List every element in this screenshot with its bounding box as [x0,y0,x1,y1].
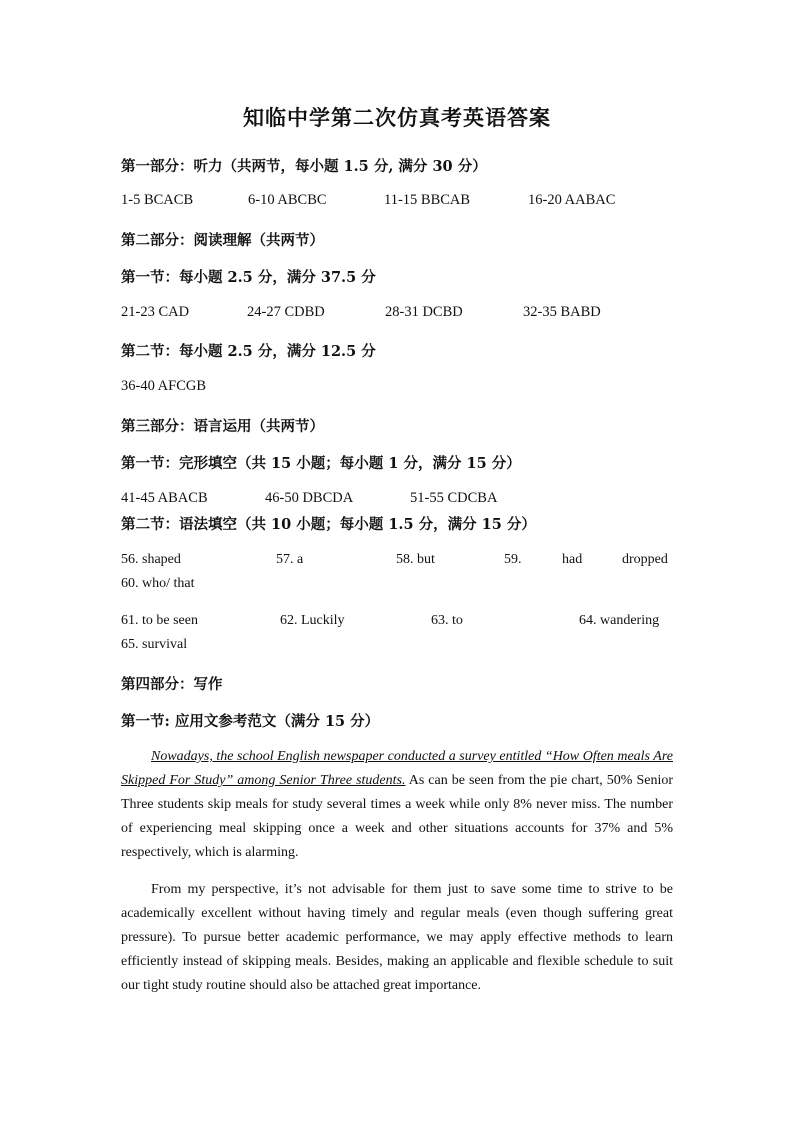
part2-section1-heading: 第一节：每小题 2.5 分，满分 37.5 分 [121,269,376,286]
grammar-answer: 60. who/ that [121,576,195,591]
part1-heading: 第一部分：听力（共两节，每小题 1.5 分, 满分 30 分） [121,158,487,175]
answer-group: 11-15 BBCAB [384,192,471,208]
part4-section1-heading: 第一节: 应用文参考范文（满分 15 分） [121,713,380,730]
grammar-answer: 61. to be seen [121,613,198,628]
answer-group: 46-50 DBCDA [265,490,354,506]
answer-group: 51-55 CDCBA [410,490,498,506]
part3-heading: 第三部分：语言运用（共两节） [121,418,324,435]
answer-group: 21-23 CAD [121,304,190,320]
grammar-answer: 62. Luckily [280,613,345,628]
answer-group: 36-40 AFCGB [121,378,207,394]
answer-group: 28-31 DCBD [385,304,463,320]
grammar-answer: 59. [504,552,522,567]
answer-group: 16-20 AABAC [528,192,616,208]
grammar-answer: had [562,552,583,567]
page-title: 知临中学第二次仿真考英语答案 [243,105,551,130]
part3-section1-heading: 第一节：完形填空（共 15 小题；每小题 1 分，满分 15 分） [121,455,521,472]
answer-group: 6-10 ABCBC [248,192,327,208]
answer-group: 1-5 BCACB [121,192,194,208]
essay-paragraph-1 [121,745,673,865]
essay-paragraph-2 [121,878,673,998]
essay-intro-underlined: Nowadays, the school English newspaper conducted a survey entitled “How Often meals Are Skipped For Study” among Senior Three students. [121,749,673,788]
essay-paragraph-1-body: As can be seen from the pie chart, 50% Senior Three students skip meals for study several times a week while only 8% never miss. The number of experiencing meal skipping once a week and other situations accounts for 37% and 5% respectively, which is alarming. [121,773,673,860]
grammar-answer: 63. to [431,613,463,628]
grammar-answer: dropped [622,552,668,567]
answer-group: 41-45 ABACB [121,490,208,506]
grammar-answer: 56. shaped [121,552,181,567]
part2-heading: 第二部分：阅读理解（共两节） [121,232,324,249]
answer-group: 32-35 BABD [523,304,601,320]
essay-paragraph-2-body: From my perspective, it’s not advisable for them just to save some time to strive to be academically excellent without having timely and regular meals (even though suffering great pressure). To pursue better academic performance, we may apply effective methods to learn efficiently instead of skipping meals. Besides, making an applicable and flexible schedule to suit our tight study routine should also be attached great importance. [121,882,673,993]
part2-section2-heading: 第二节：每小题 2.5 分，满分 12.5 分 [121,343,376,360]
grammar-answer: 58. but [396,552,435,567]
grammar-answer: 64. wandering [579,613,660,628]
part4-heading: 第四部分：写作 [121,676,223,693]
grammar-answer: 57. a [276,552,304,567]
answer-group: 24-27 CDBD [247,304,325,320]
part3-section2-heading: 第二节：语法填空（共 10 小题；每小题 1.5 分，满分 15 分） [121,516,536,533]
grammar-answer: 65. survival [121,637,188,652]
